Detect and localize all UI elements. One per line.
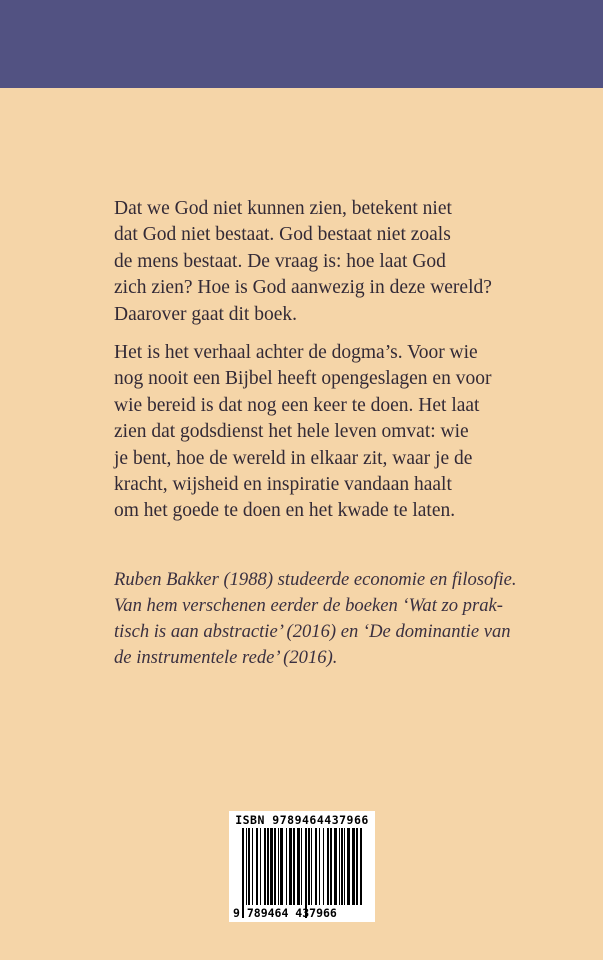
- barcode-bar: [352, 828, 355, 905]
- text-line: dat God niet bestaat. God bestaat niet zoals: [114, 224, 451, 246]
- text-line: de mens bestaat. De vraag is: hoe laat God: [114, 250, 446, 272]
- barcode-bar: [344, 828, 345, 905]
- text-line: je bent, hoe de wereld in elkaar zit, waar je de: [114, 447, 473, 469]
- barcode-bar: [347, 828, 350, 905]
- barcode-bar: [356, 828, 358, 905]
- text-line: de instrumentele rede’ (2016).: [114, 647, 338, 668]
- barcode-bar: [297, 828, 300, 905]
- text-line: Daarover gaat dit boek.: [114, 303, 298, 325]
- text-line: om het goede te doen en het kwade te laten.: [114, 500, 456, 522]
- text-line: Het is het verhaal achter de dogma’s. Voor wie: [114, 342, 478, 363]
- barcode-bar: [252, 828, 253, 905]
- text-line: Dat we God niet kunnen zien, betekent niet: [114, 198, 452, 219]
- barcode-bar: [267, 828, 269, 905]
- barcode-bar: [311, 828, 312, 905]
- barcode-bar: [305, 828, 307, 918]
- barcode-bar: [334, 828, 337, 905]
- barcode-bar: [341, 828, 343, 905]
- text-line: Van hem verschenen eerder de boeken ‘Wat zo prak-: [114, 595, 503, 616]
- blurb-paragraph-1: [114, 196, 514, 328]
- barcode-bar: [323, 828, 324, 905]
- text-line: Ruben Bakker (1988) studeerde economie en filosofie.: [114, 569, 517, 590]
- barcode-bar: [260, 828, 261, 905]
- text-line: tisch is aan abstractie’ (2016) en ‘De dominantie van: [114, 621, 511, 642]
- barcode-bar: [246, 828, 247, 905]
- text-line: wie bereid is dat nog een keer te doen. Het laat: [114, 394, 480, 416]
- barcode-bar: [360, 828, 362, 905]
- barcode-bar: [319, 828, 320, 905]
- barcode-bar: [286, 828, 287, 905]
- isbn-barcode: [229, 811, 375, 922]
- text-line: zich zien? Hoe is God aanwezig in deze wereld?: [114, 277, 492, 299]
- barcode-bar: [315, 828, 317, 905]
- barcode-bar: [278, 828, 279, 905]
- barcode-bar: [289, 828, 292, 905]
- barcode-bar: [256, 828, 258, 905]
- text-line: zien dat godsdienst het hele leven omvat: wie: [114, 421, 469, 443]
- text-line: nog nooit een Bijbel heeft opengeslagen en voor: [114, 368, 492, 390]
- barcode-bar: [248, 828, 250, 905]
- blurb-paragraph-2: [114, 340, 514, 525]
- barcode-bar: [330, 828, 332, 905]
- barcode-bar: [280, 828, 283, 905]
- text-line: kracht, wijsheid en inspiratie vandaan haalt: [114, 474, 452, 496]
- isbn-label: ISBN 9789464437966: [235, 813, 369, 827]
- barcode-bar: [264, 828, 266, 905]
- barcode-bar: [242, 828, 244, 918]
- barcode-bar: [293, 828, 295, 905]
- barcode-bar: [274, 828, 276, 905]
- barcode-bar: [339, 828, 340, 905]
- barcode-bar: [327, 828, 329, 905]
- top-color-band: [0, 0, 603, 88]
- barcode-bar: [301, 828, 302, 905]
- barcode-bar: [308, 828, 310, 905]
- barcode-digits: 9 789464 437966: [233, 906, 337, 920]
- barcode-bar: [270, 828, 273, 905]
- author-bio: [114, 567, 517, 671]
